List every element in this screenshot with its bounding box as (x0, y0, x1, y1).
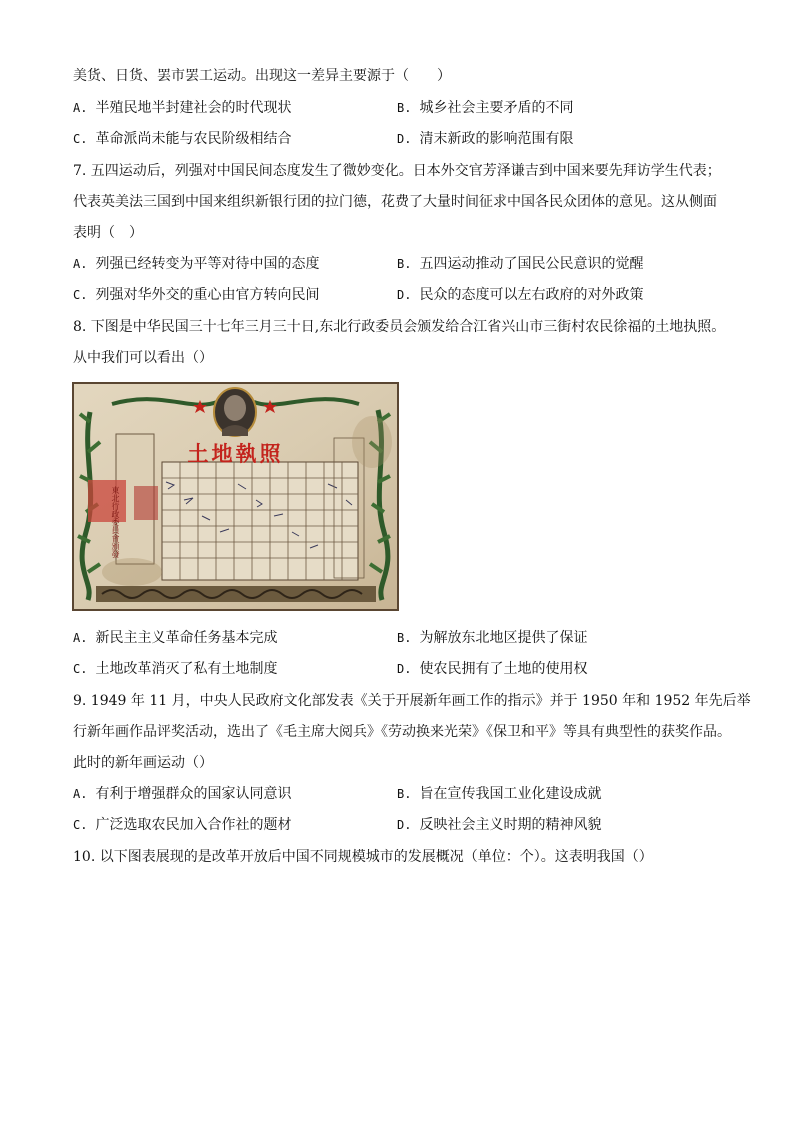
q9-option-d[interactable]: D. 反映社会主义时期的精神风貌 (397, 817, 602, 833)
q7-option-c[interactable]: C. 列强对华外交的重心由官方转向民间 (73, 287, 320, 303)
q7-option-b[interactable]: B. 五四运动推动了国民公民意识的觉醒 (397, 256, 644, 272)
q6-option-b[interactable]: B. 城乡社会主要矛盾的不同 (397, 100, 574, 116)
q6-options-row-1 (73, 98, 733, 118)
q9-options-row-1 (73, 784, 733, 804)
q7-option-d[interactable]: D. 民众的态度可以左右政府的对外政策 (397, 287, 644, 303)
q7-stem-line-3: 表明（ ） (73, 225, 143, 241)
q8-options-row-2 (73, 659, 733, 679)
q6-option-a[interactable]: A. 半殖民地半封建社会的时代现状 (73, 100, 292, 116)
q6-stem: 美货、日货、罢市罢工运动。出现这一差异主要源于（ ） (73, 68, 451, 84)
q10-stem: 10. 以下图表展现的是改革开放后中国不同规模城市的发展概况（单位：个）。这表明我国（） (73, 849, 653, 865)
q8-option-d[interactable]: D. 使农民拥有了土地的使用权 (397, 661, 588, 677)
q8-stem-line-2: 从中我们可以看出（） (73, 350, 213, 366)
q7-stem-line-2: 代表英美法三国到中国来组织新银行团的拉门德，花费了大量时间征求中国各民众团体的意见。这从侧面 (73, 194, 717, 210)
q9-stem-line-2: 行新年画作品评奖活动，选出了《毛主席大阅兵》《劳动换来光荣》《保卫和平》等具有典型性的获奖作品。 (73, 724, 731, 740)
q9-options-row-2 (73, 815, 733, 835)
q9-option-c[interactable]: C. 广泛选取农民加入合作社的题材 (73, 817, 292, 833)
q8-option-b[interactable]: B. 为解放东北地区提供了保证 (397, 630, 588, 646)
land-certificate-artwork (72, 382, 399, 611)
q7-option-a[interactable]: A. 列强已经转变为平等对待中国的态度 (73, 256, 320, 272)
q8-option-a[interactable]: A. 新民主主义革命任务基本完成 (73, 630, 278, 646)
land-certificate-image (72, 382, 399, 611)
certificate-seal-text: 東北行政委員會頒發 (111, 486, 120, 558)
q6-option-d[interactable]: D. 清末新政的影响范围有限 (397, 131, 574, 147)
q9-option-b[interactable]: B. 旨在宣传我国工业化建设成就 (397, 786, 602, 802)
q8-options-row-1 (73, 628, 733, 648)
q7-options-row-1 (73, 254, 733, 274)
q7-options-row-2 (73, 285, 733, 305)
q8-stem-line-1: 8. 下图是中华民国三十七年三月三十日,东北行政委员会颁发给合江省兴山市三街村农民徐福的土地执照。 (73, 319, 726, 335)
q9-stem-line-3: 此时的新年画运动（） (73, 755, 213, 771)
q6-options-row-2 (73, 129, 733, 149)
q9-option-a[interactable]: A. 有利于增强群众的国家认同意识 (73, 786, 292, 802)
q8-option-c[interactable]: C. 土地改革消灭了私有土地制度 (73, 661, 278, 677)
certificate-title: 土地執照 (187, 441, 284, 466)
q6-option-c[interactable]: C. 革命派尚未能与农民阶级相结合 (73, 131, 292, 147)
q9-stem-line-1: 9. 1949 年 11 月，中央人民政府文化部发表《关于开展新年画工作的指示》并于 1950 年和 1952 年先后举 (73, 693, 751, 709)
q7-stem-line-1: 7. 五四运动后，列强对中国民间态度发生了微妙变化。日本外交官芳泽谦吉到中国来要先拜访学生代表； (73, 163, 721, 179)
